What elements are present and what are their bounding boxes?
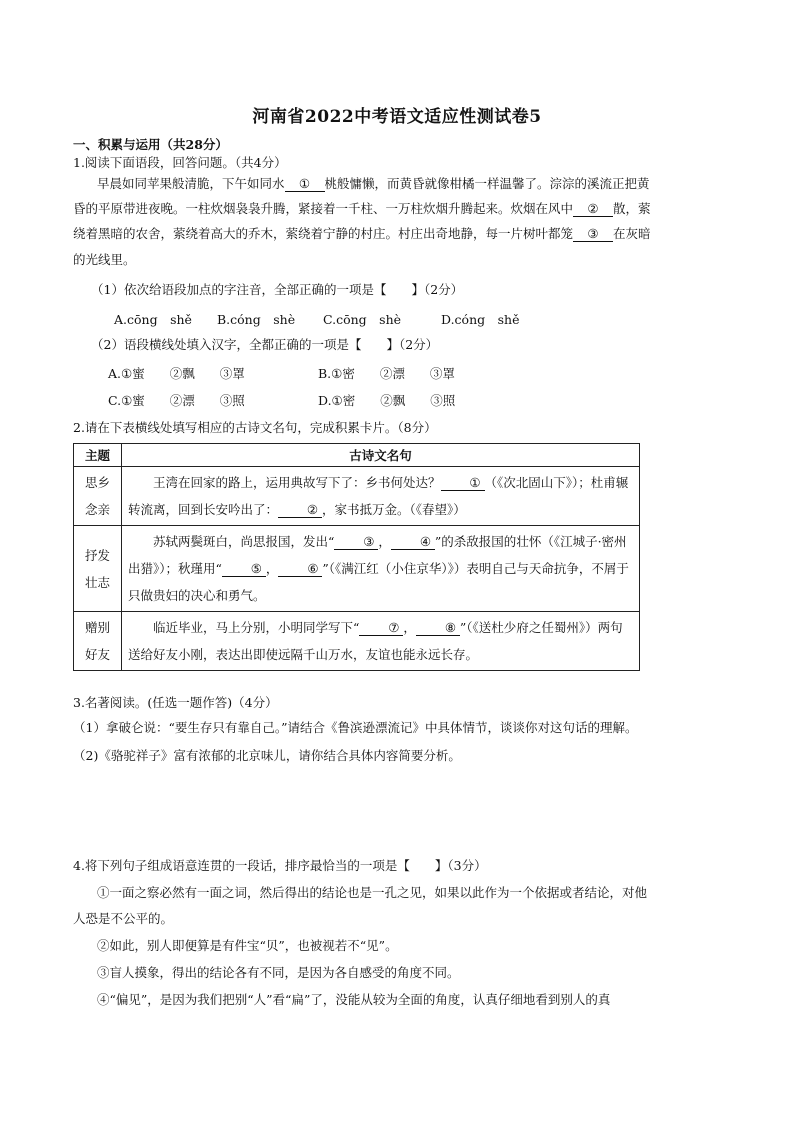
- passage-text: 昏的平原带进夜晚。一柱炊烟袅袅升腾，紧接着一千柱、一万柱炊烟升腾起来。炊烟在风中: [73, 201, 574, 216]
- q1-sub2-option-b: B.①密 ②漂 ③罩: [318, 366, 455, 381]
- cell-text: ”的杀敌报国的壮怀（《江城子·密州出猎》）；秋瑾用“: [128, 534, 627, 576]
- blank-7: ⑦: [359, 621, 403, 636]
- blank-5: ⑤: [222, 562, 266, 577]
- passage-text: 桃般慵懒，而黄昏就像柑橘一样温馨了。淙淙的溪流正把黄: [324, 176, 650, 191]
- passage-text: 绕着黑暗的农舍，萦绕着高大的乔木，萦绕着宁静的村庄。村庄出奇地静，每一片树叶都笼: [73, 226, 574, 241]
- q4-sentence-2: ②如此，别人即便算是有件宝“贝”，也被视若不“见”。: [97, 938, 398, 953]
- passage-text: 在灰暗: [613, 226, 651, 241]
- q1-passage-line-3: [73, 225, 651, 243]
- q4-sentence-3: ③盲人摸象，得出的结论各有不同，是因为各自感受的角度不同。: [97, 965, 460, 980]
- blank-1: ①: [441, 476, 485, 491]
- q1-sub2-option-c: C.①蜜 ②漂 ③照: [108, 393, 245, 408]
- section-heading: 一、积累与运用（共28分）: [73, 137, 228, 152]
- poetry-card-table: [73, 443, 640, 671]
- q1-sub2-option-a: A.①蜜 ②飘 ③罩: [108, 366, 245, 381]
- cell-text: 临近毕业，马上分别，小明同学写下“: [153, 620, 360, 635]
- blank-6: ⑥: [278, 562, 322, 577]
- blank-3: ③: [334, 535, 378, 550]
- q4-stem: 4.将下列句子组成语意连贯的一段话，排序最恰当的一项是【 】（3分）: [73, 858, 487, 873]
- cell-text: （《次北固山下》）；杜甫辗转流离，回到长安吟出了：: [128, 475, 629, 517]
- passage-text: 早晨如同苹果般清脆，下午如同水: [97, 176, 285, 191]
- theme-text: 思乡: [84, 475, 110, 490]
- q1-sub2-option-d: D.①密 ②飘 ③照: [318, 393, 456, 408]
- blank-1: ①: [285, 177, 325, 192]
- cell-text: ，: [403, 620, 416, 635]
- passage-text: 散，萦: [613, 201, 651, 216]
- q1-stem: 1.阅读下面语段，回答问题。（共4分）: [73, 155, 287, 170]
- poem-cell: [122, 612, 640, 671]
- q1-sub1-option-a: A.cōng shě: [114, 312, 192, 327]
- q1-passage-line-4: 的光线里。: [73, 252, 136, 267]
- q1-sub1-option-d: D.cóng shě: [441, 312, 520, 327]
- cell-text: ”（《送杜少府之任蜀州》）两句送给好友小刚，表达出即使远隔千山万水，友谊也能永远长存。: [128, 620, 623, 662]
- column-header-poem: 古诗文名句: [122, 444, 640, 467]
- column-header-theme: 主题: [74, 444, 122, 467]
- q2-stem: 2.请在下表横线处填写相应的古诗文名句，完成积累卡片。（8分）: [73, 420, 437, 435]
- q3-option-1: （1）拿破仑说：“要生存只有靠自己。”请结合《鲁滨逊漂流记》中具体情节，谈谈你对这句话的理解。: [73, 720, 638, 735]
- theme-cell: [74, 612, 122, 671]
- q1-sub1-option-b: B.cóng shè: [217, 312, 296, 327]
- q1-sub1: （1）依次给语段加点的字注音，全部正确的一项是【 】（2分）: [91, 282, 464, 297]
- theme-text: 念亲: [84, 502, 110, 517]
- table-row: [74, 612, 640, 671]
- blank-4: ④: [391, 535, 435, 550]
- cell-text: ，: [378, 534, 391, 549]
- q1-sub2: （2）语段横线处填入汉字，全都正确的一项是【 】（2分）: [91, 337, 439, 352]
- q1-passage-line-2: [73, 200, 651, 218]
- theme-text: 好友: [84, 647, 110, 662]
- cell-text: ，家书抵万金。（《春望》）: [322, 502, 466, 517]
- page-title: 河南省2022中考语文适应性测试卷5: [252, 107, 542, 127]
- poem-cell: [122, 467, 640, 526]
- q1-sub1-option-c: C.cōng shè: [323, 312, 402, 327]
- poem-cell: [122, 526, 640, 612]
- blank-8: ⑧: [416, 621, 460, 636]
- table-header-row: [74, 444, 640, 467]
- q4-sentence-1: ①一面之察必然有一面之词，然后得出的结论也是一孔之见，如果以此作为一个依据或者结论，对他: [97, 885, 648, 900]
- blank-2: ②: [573, 202, 613, 217]
- cell-text: 苏轼两鬓斑白，尚思报国，发出“: [153, 534, 335, 549]
- theme-text: 抒发: [84, 547, 110, 563]
- blank-3: ③: [573, 227, 613, 242]
- theme-text: 赠别: [84, 620, 110, 635]
- theme-cell: [74, 467, 122, 526]
- cell-text: ，: [265, 561, 279, 576]
- q3-option-2: （2)《骆驼祥子》富有浓郁的北京味儿，请你结合具体内容简要分析。: [73, 748, 461, 763]
- theme-cell: [74, 526, 122, 612]
- q1-passage-line-1: [97, 175, 650, 193]
- table-row: [74, 526, 640, 612]
- blank-2: ②: [278, 503, 322, 518]
- cell-text: 王湾在回家的路上，运用典故写下了：乡书何处达？: [153, 475, 441, 490]
- theme-text: 壮志: [84, 574, 110, 590]
- q3-stem: 3.名著阅读。(任选一题作答)（4分）: [73, 695, 278, 710]
- q4-sentence-4: ④“偏见”，是因为我们把别“人”看“扁”了，没能从较为全面的角度，认真仔细地看到别人的真: [97, 992, 611, 1007]
- table-row: [74, 467, 640, 526]
- q4-sentence-1-cont: 人恐是不公平的。: [73, 911, 174, 926]
- cell-text: ”（《满江红（小住京华）》）表明自己与天命抗争，不屑于只做贵妇的决心和勇气。: [128, 561, 629, 603]
